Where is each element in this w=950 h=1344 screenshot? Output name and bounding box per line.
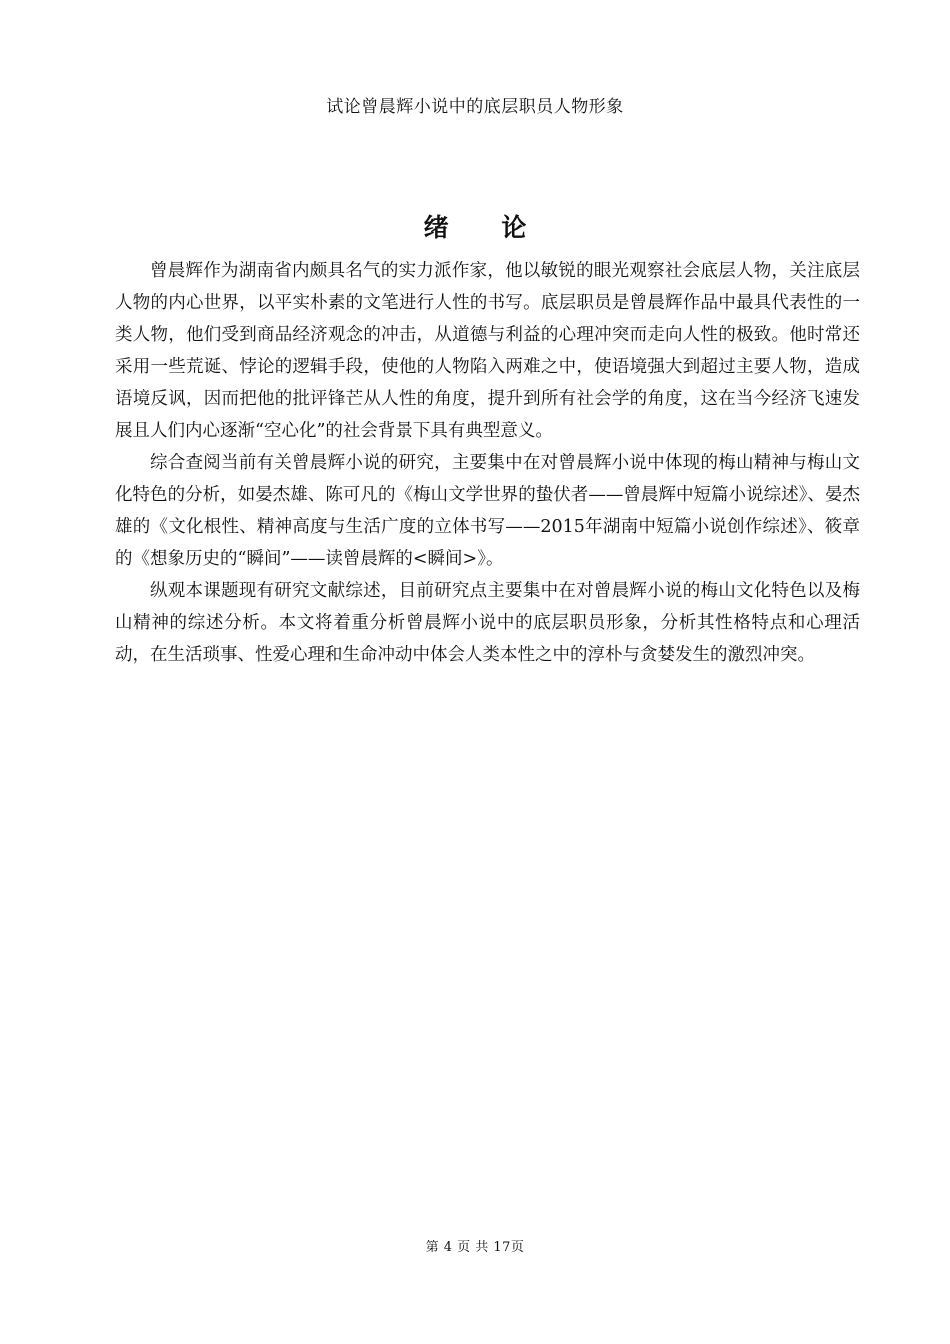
page-number: 第 4 页 共 17页 bbox=[425, 1240, 525, 1255]
paragraph: 曾晨辉作为湖南省内颇具名气的实力派作家，他以敏锐的眼光观察社会底层人物，关注底层人物的内心世界，以平实朴素的文笔进行人性的书写。底层职员是曾晨辉作品中最具代表性的一类人物，他们受到商品经济观念的冲击，从道德与利益的心理冲突而走向人性的极致。他时常还采用一些荒诞、悖论的逻辑手段，使他的人物陷入两难之中，使语境强大到超过主要人物，造成语境反讽，因而把他的批评锋芒从人性的角度，提升到所有社会学的角度，这在当今经济飞速发展且人们内心逐渐“空心化”的社会背景下具有典型意义。 bbox=[115, 261, 860, 441]
paragraph: 综合查阅当前有关曾晨辉小说的研究，主要集中在对曾晨辉小说中体现的梅山精神与梅山文化特色的分析，如晏杰雄、陈可凡的《梅山文学世界的蛰伏者——曾晨辉中短篇小说综述》、晏杰雄的《文化根性、精神高度与生活广度的立体书写——2015年湖南中短篇小说创作综述》、筱章的《想象历史的“瞬间”——读曾晨辉的<瞬间>》。 bbox=[115, 453, 860, 569]
paragraph: 纵观本课题现有研究文献综述，目前研究点主要集中在对曾晨辉小说的梅山文化特色以及梅山精神的综述分析。本文将着重分析曾晨辉小说中的底层职员形象，分析其性格特点和心理活动，在生活琐事、性爱心理和生命冲动中体会人类本性之中的淳朴与贪婪发生的激烈冲突。 bbox=[115, 581, 860, 665]
page-footer bbox=[0, 1236, 950, 1255]
running-header-title: 试论曾晨辉小说中的底层职员人物形象 bbox=[326, 97, 624, 117]
body-text bbox=[115, 255, 860, 671]
section-title: 绪 论 bbox=[423, 213, 549, 242]
